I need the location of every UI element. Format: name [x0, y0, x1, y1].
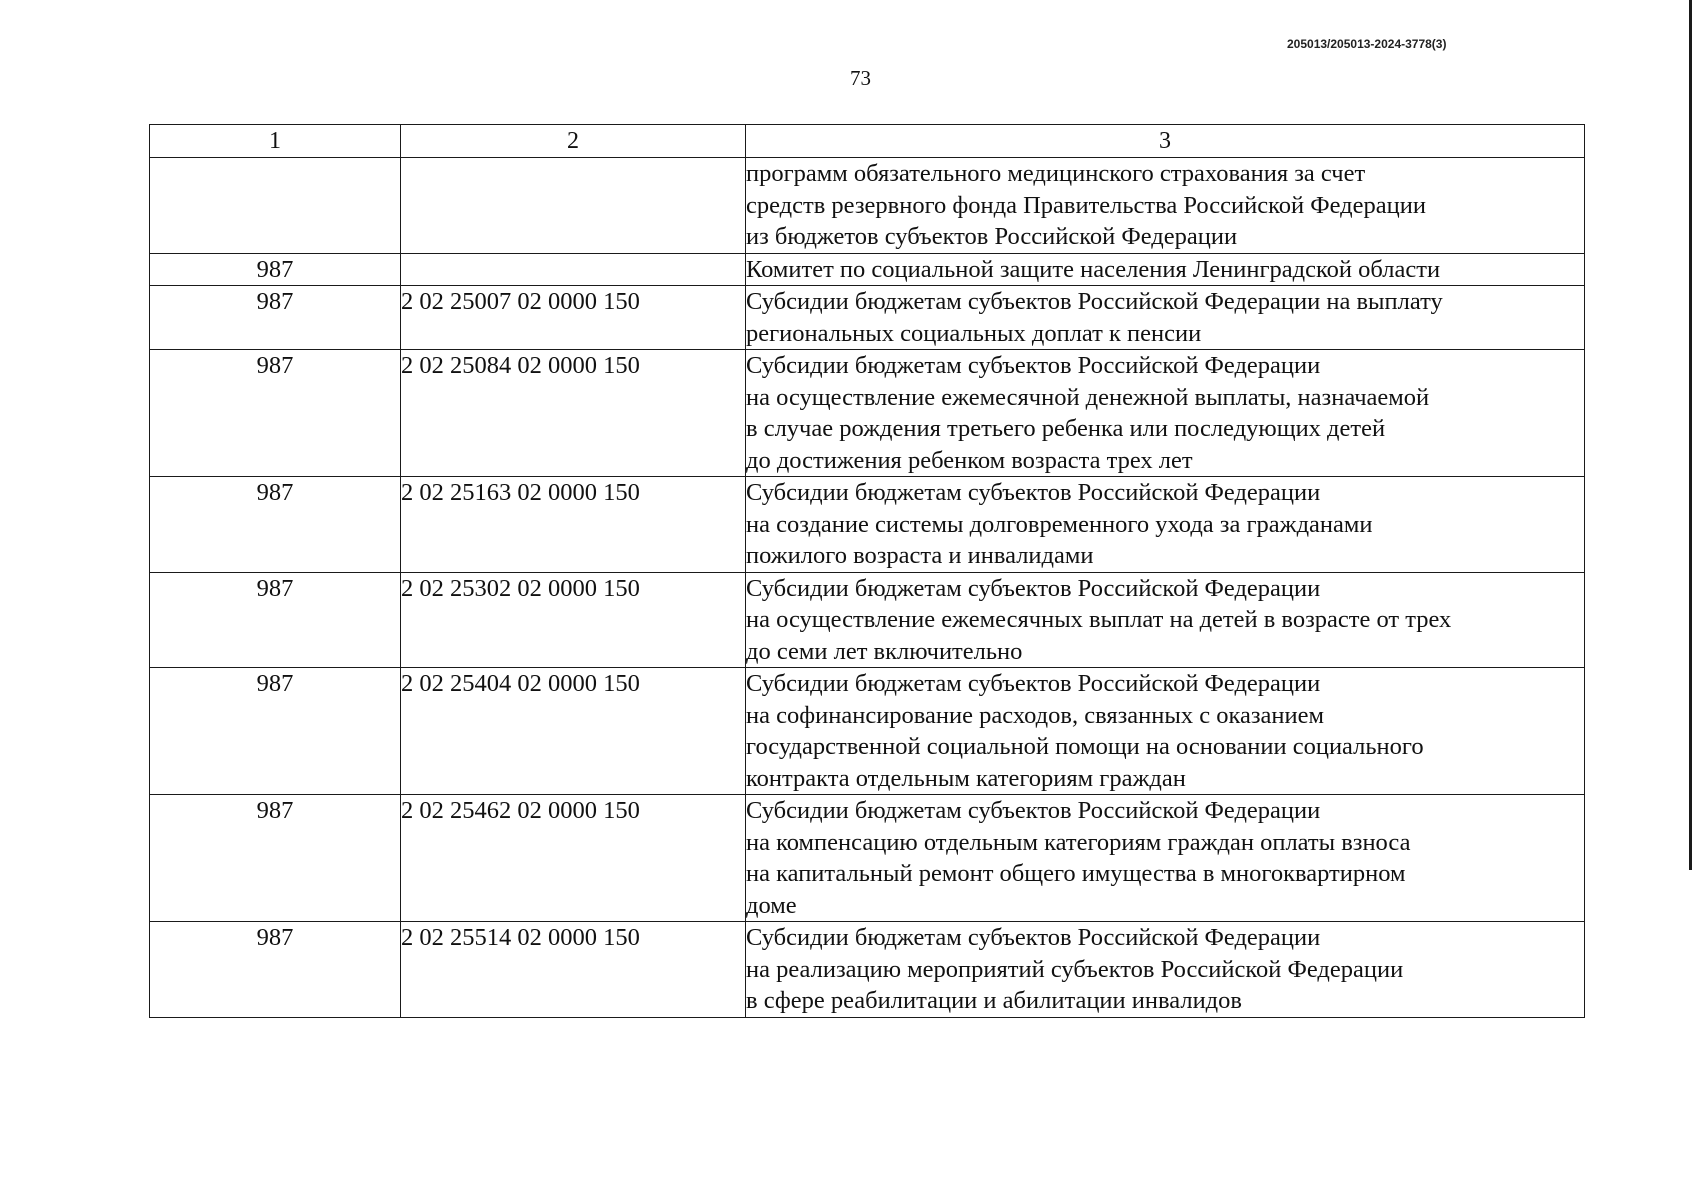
budget-income-table [149, 124, 1585, 1018]
table-row [150, 477, 1585, 573]
description-line: на осуществление ежемесячных выплат на детей в возрасте от трех [746, 606, 1452, 633]
description-line: Субсидии бюджетам субъектов Российской Федерации на выплату [746, 288, 1443, 315]
income-description-cell [746, 572, 1585, 668]
income-code-cell [401, 158, 746, 254]
admin-code-cell: 987 [150, 668, 401, 795]
description-line: Субсидии бюджетам субъектов Российской Федерации [746, 670, 1321, 697]
income-description-cell [746, 922, 1585, 1018]
income-code-cell: 2 02 25007 02 0000 150 [401, 286, 746, 350]
table-row [150, 286, 1585, 350]
income-code-cell: 2 02 25163 02 0000 150 [401, 477, 746, 573]
description-line: на софинансирование расходов, связанных с оказанием [746, 701, 1325, 729]
income-description-cell [746, 253, 1585, 286]
description-line: Субсидии бюджетам субъектов Российской Федерации [746, 352, 1321, 379]
description-line: Субсидии бюджетам субъектов Российской Федерации [746, 479, 1321, 506]
description-line: на осуществление ежемесячной денежной выплаты, назначаемой [746, 383, 1430, 411]
income-code-cell: 2 02 25302 02 0000 150 [401, 572, 746, 668]
table-row [150, 668, 1585, 795]
income-description-cell [746, 795, 1585, 922]
description-line: в сфере реабилитации и абилитации инвалидов [746, 987, 1242, 1014]
admin-code-cell: 987 [150, 286, 401, 350]
admin-code-cell: 987 [150, 572, 401, 668]
description-line: в случае рождения третьего ребенка или последующих детей [746, 415, 1386, 442]
income-code-cell: 2 02 25084 02 0000 150 [401, 350, 746, 477]
admin-code-cell [150, 158, 401, 254]
income-code-cell: 2 02 25462 02 0000 150 [401, 795, 746, 922]
description-line: государственной социальной помощи на основании социального [746, 733, 1424, 760]
table-header-row [150, 125, 1585, 158]
description-line: Субсидии бюджетам субъектов Российской Федерации [746, 797, 1321, 824]
income-description-cell [746, 477, 1585, 573]
income-description-cell [746, 286, 1585, 350]
income-description-cell [746, 668, 1585, 795]
income-code-cell: 2 02 25514 02 0000 150 [401, 922, 746, 1018]
description-line: на компенсацию отдельным категориям граждан оплаты взноса [746, 828, 1411, 856]
income-code-cell: 2 02 25404 02 0000 150 [401, 668, 746, 795]
description-line: региональных социальных доплат к пенсии [746, 319, 1202, 347]
description-line: Субсидии бюджетам субъектов Российской Федерации [746, 574, 1321, 602]
admin-code-cell: 987 [150, 922, 401, 1018]
description-line: программ обязательного медицинского страхования за счет [746, 160, 1366, 187]
description-line: до семи лет включительно [746, 637, 1023, 665]
table-row [150, 253, 1585, 286]
column-header-2: 2 [401, 125, 746, 158]
description-line: контракта отдельным категориям граждан [746, 764, 1186, 792]
admin-code-cell: 987 [150, 350, 401, 477]
income-description-cell [746, 350, 1585, 477]
document-registration-number: 205013/205013-2024-3778(3) [1287, 37, 1447, 51]
description-line: пожилого возраста и инвалидами [746, 542, 1094, 569]
description-line: на создание системы долговременного ухода за гражданами [746, 510, 1373, 538]
description-line: доме [746, 891, 797, 919]
table-row [150, 158, 1585, 254]
description-line: Субсидии бюджетам субъектов Российской Федерации [746, 924, 1321, 951]
description-line: на капитальный ремонт общего имущества в многоквартирном [746, 860, 1406, 887]
table-row [150, 795, 1585, 922]
description-line: средств резервного фонда Правительства Российской Федерации [746, 191, 1426, 219]
description-line: из бюджетов субъектов Российской Федерации [746, 223, 1238, 250]
column-header-3: 3 [746, 125, 1585, 158]
column-header-1: 1 [150, 125, 401, 158]
scan-edge-line [1689, 0, 1692, 870]
table-row [150, 922, 1585, 1018]
admin-code-cell: 987 [150, 253, 401, 286]
description-line: до достижения ребенком возраста трех лет [746, 446, 1193, 474]
income-description-cell [746, 158, 1585, 254]
description-line: Комитет по социальной защите населения Ленинградской области [746, 255, 1441, 283]
admin-code-cell: 987 [150, 477, 401, 573]
income-code-cell [401, 253, 746, 286]
table-row [150, 572, 1585, 668]
description-line: на реализацию мероприятий субъектов Российской Федерации [746, 955, 1404, 983]
admin-code-cell: 987 [150, 795, 401, 922]
table-row [150, 350, 1585, 477]
page-number: 73 [850, 66, 871, 90]
